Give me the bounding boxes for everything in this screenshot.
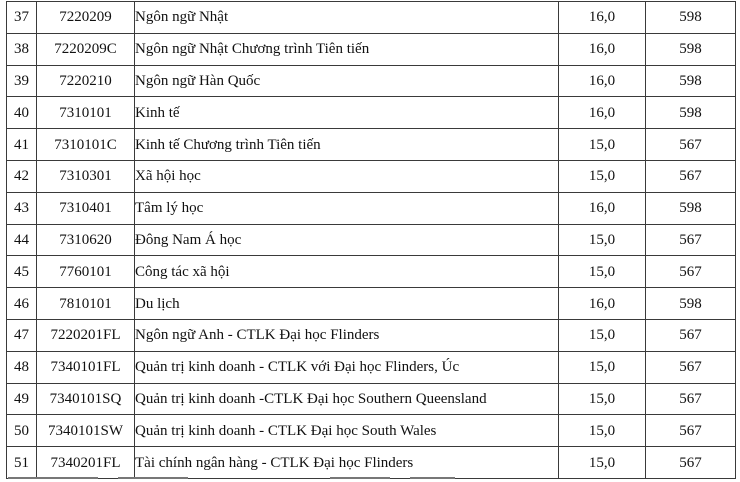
major-code: 7220209C	[37, 33, 135, 65]
table-row	[7, 97, 736, 129]
score-value: 15,0	[559, 319, 646, 351]
points-value: 567	[646, 319, 736, 351]
row-index: 38	[7, 33, 37, 65]
major-name: Quản trị kinh doanh - CTLK với Đại học Flinders, Úc	[135, 351, 559, 383]
points-value: 598	[646, 192, 736, 224]
major-name: Quản trị kinh doanh -CTLK Đại học Southern Queensland	[135, 383, 559, 415]
major-name: Tài chính ngân hàng - CTLK Đại học Flinders	[135, 447, 559, 479]
row-index: 46	[7, 288, 37, 320]
major-code: 7220210	[37, 65, 135, 97]
major-name: Kinh tế Chương trình Tiên tiến	[135, 129, 559, 161]
major-name: Ngôn ngữ Hàn Quốc	[135, 65, 559, 97]
row-index: 39	[7, 65, 37, 97]
row-index: 40	[7, 97, 37, 129]
score-value: 16,0	[559, 288, 646, 320]
points-value: 567	[646, 224, 736, 256]
text-fragment	[330, 477, 390, 479]
major-name: Công tác xã hội	[135, 256, 559, 288]
major-name: Ngôn ngữ Nhật Chương trình Tiên tiến	[135, 33, 559, 65]
score-value: 15,0	[559, 160, 646, 192]
table-row	[7, 33, 736, 65]
score-value: 15,0	[559, 383, 646, 415]
points-value: 598	[646, 65, 736, 97]
major-code: 7340101FL	[37, 351, 135, 383]
score-value: 16,0	[559, 33, 646, 65]
row-index: 43	[7, 192, 37, 224]
table-body	[7, 2, 736, 479]
text-fragment	[410, 477, 455, 479]
score-value: 15,0	[559, 447, 646, 479]
major-code: 7310620	[37, 224, 135, 256]
row-index: 44	[7, 224, 37, 256]
row-index: 51	[7, 447, 37, 479]
major-code: 7220201FL	[37, 319, 135, 351]
major-name: Kinh tế	[135, 97, 559, 129]
major-name: Đông Nam Á học	[135, 224, 559, 256]
major-name: Ngôn ngữ Anh - CTLK Đại học Flinders	[135, 319, 559, 351]
score-value: 15,0	[559, 129, 646, 161]
table-row	[7, 160, 736, 192]
table-row	[7, 447, 736, 479]
text-fragment	[8, 477, 98, 479]
table-row	[7, 192, 736, 224]
major-code: 7340201FL	[37, 447, 135, 479]
table-row	[7, 256, 736, 288]
major-name: Quản trị kinh doanh - CTLK Đại học South Wales	[135, 415, 559, 447]
score-value: 15,0	[559, 415, 646, 447]
table-row	[7, 351, 736, 383]
points-value: 567	[646, 447, 736, 479]
score-value: 16,0	[559, 97, 646, 129]
score-value: 16,0	[559, 192, 646, 224]
row-index: 49	[7, 383, 37, 415]
points-value: 567	[646, 383, 736, 415]
points-value: 567	[646, 256, 736, 288]
score-value: 15,0	[559, 351, 646, 383]
major-code: 7310301	[37, 160, 135, 192]
points-value: 567	[646, 160, 736, 192]
points-value: 598	[646, 97, 736, 129]
major-name: Ngôn ngữ Nhật	[135, 2, 559, 34]
text-fragment	[118, 477, 188, 479]
major-code: 7810101	[37, 288, 135, 320]
points-value: 598	[646, 2, 736, 34]
row-index: 37	[7, 2, 37, 34]
score-value: 16,0	[559, 65, 646, 97]
row-index: 41	[7, 129, 37, 161]
row-index: 48	[7, 351, 37, 383]
major-code: 7760101	[37, 256, 135, 288]
major-name: Tâm lý học	[135, 192, 559, 224]
row-index: 45	[7, 256, 37, 288]
points-value: 567	[646, 351, 736, 383]
points-value: 567	[646, 415, 736, 447]
admission-score-table	[6, 1, 736, 479]
points-value: 598	[646, 33, 736, 65]
major-code: 7310401	[37, 192, 135, 224]
table-row	[7, 288, 736, 320]
table-row	[7, 224, 736, 256]
row-index: 50	[7, 415, 37, 447]
score-value: 15,0	[559, 224, 646, 256]
points-value: 567	[646, 129, 736, 161]
table-row	[7, 129, 736, 161]
table-row	[7, 319, 736, 351]
score-value: 16,0	[559, 2, 646, 34]
major-code: 7340101SW	[37, 415, 135, 447]
major-code: 7220209	[37, 2, 135, 34]
cut-off-text-line	[0, 476, 740, 482]
major-code: 7310101	[37, 97, 135, 129]
table-row	[7, 415, 736, 447]
major-code: 7310101C	[37, 129, 135, 161]
major-code: 7340101SQ	[37, 383, 135, 415]
table-row	[7, 383, 736, 415]
score-value: 15,0	[559, 256, 646, 288]
points-value: 598	[646, 288, 736, 320]
major-name: Du lịch	[135, 288, 559, 320]
major-name: Xã hội học	[135, 160, 559, 192]
row-index: 47	[7, 319, 37, 351]
table-row	[7, 65, 736, 97]
table-row	[7, 2, 736, 34]
row-index: 42	[7, 160, 37, 192]
